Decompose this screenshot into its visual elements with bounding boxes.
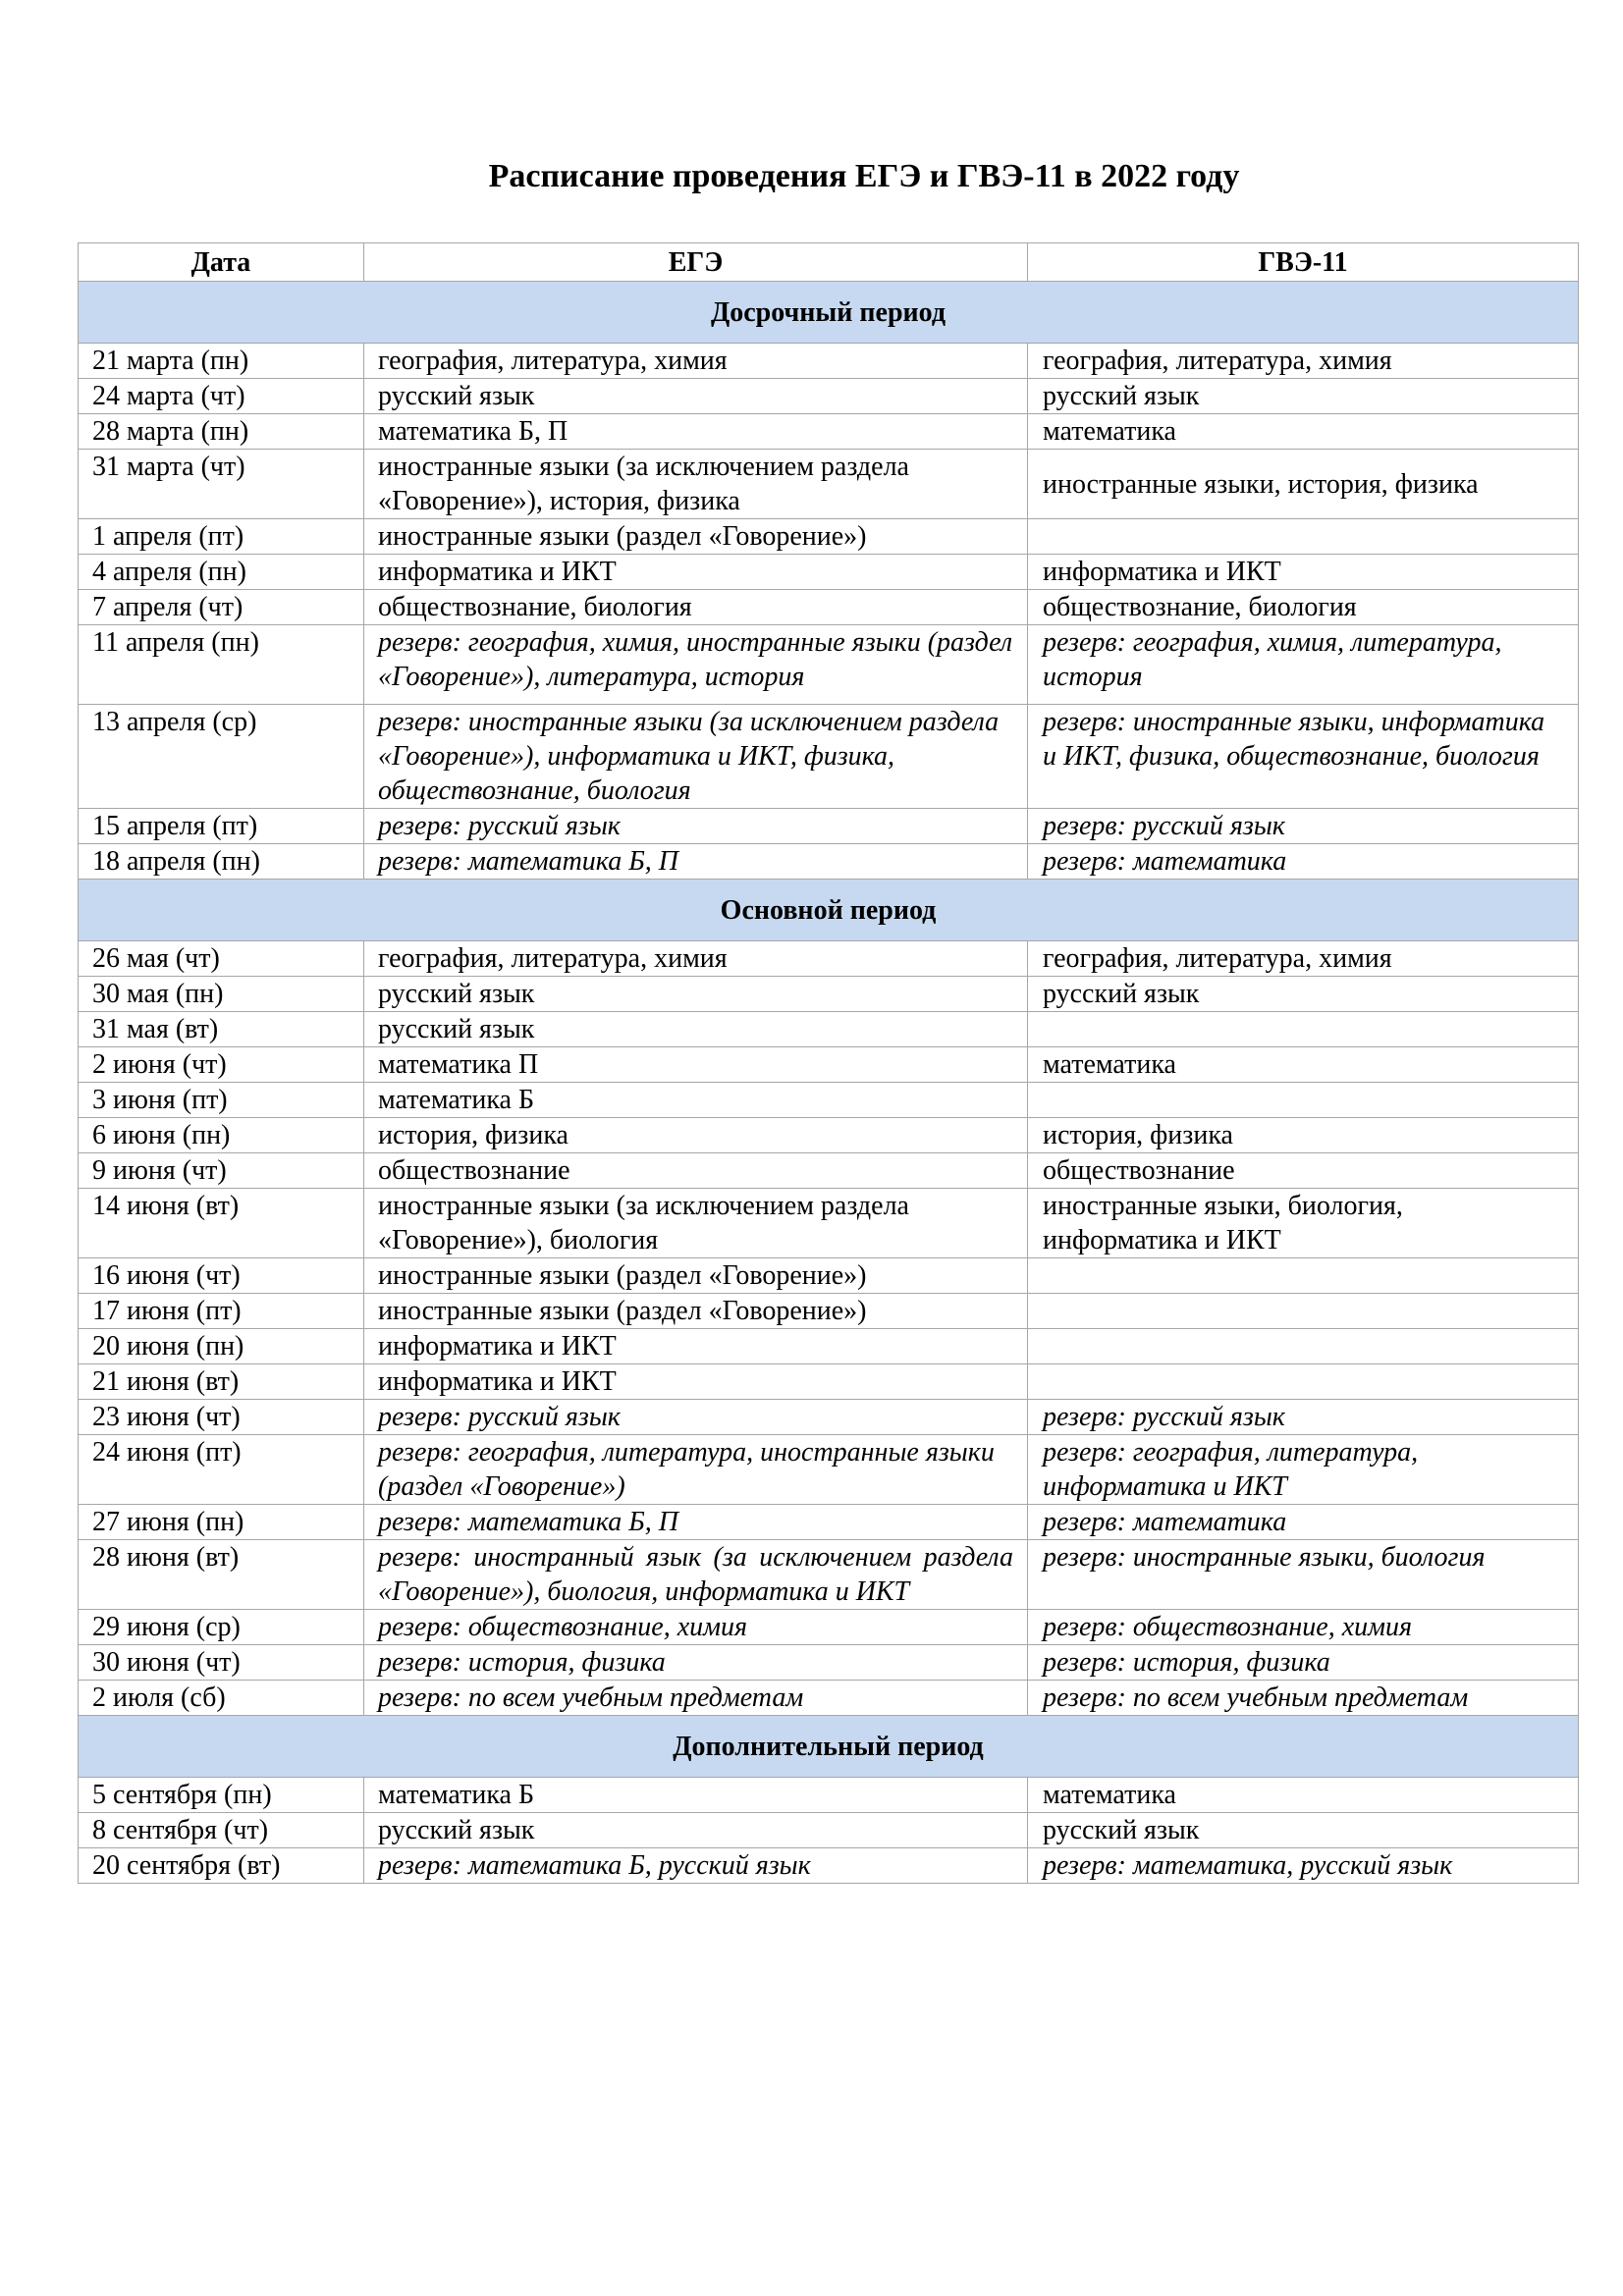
date-cell: 14 июня (вт) xyxy=(79,1189,364,1258)
date-cell: 24 июня (пт) xyxy=(79,1435,364,1505)
gve-cell: резерв: по всем учебным предметам xyxy=(1028,1681,1579,1716)
date-cell: 17 июня (пт) xyxy=(79,1294,364,1329)
table-row xyxy=(79,844,1579,880)
gve-cell: резерв: история, физика xyxy=(1028,1645,1579,1681)
column-header-ege: ЕГЭ xyxy=(364,243,1028,282)
date-cell: 23 июня (чт) xyxy=(79,1400,364,1435)
ege-cell: резерв: история, физика xyxy=(364,1645,1028,1681)
gve-cell xyxy=(1028,1083,1579,1118)
ege-cell: резерв: русский язык xyxy=(364,809,1028,844)
gve-cell: резерв: русский язык xyxy=(1028,809,1579,844)
gve-cell: русский язык xyxy=(1028,379,1579,414)
ege-cell: информатика и ИКТ xyxy=(364,1364,1028,1400)
gve-cell: математика xyxy=(1028,414,1579,450)
table-row xyxy=(79,1435,1579,1505)
section-title: Дополнительный период xyxy=(79,1716,1579,1778)
ege-cell: резерв: иностранные языки (за исключением раздела «Говорение»), информатика и ИКТ, физика, обществознание, биология xyxy=(364,705,1028,809)
ege-cell: резерв: иностранный язык (за исключением раздела «Говорение»), биология, информатика и ИКТ xyxy=(364,1540,1028,1610)
ege-cell: резерв: география, литература, иностранные языки (раздел «Говорение») xyxy=(364,1435,1028,1505)
date-cell: 30 мая (пн) xyxy=(79,977,364,1012)
date-cell: 8 сентября (чт) xyxy=(79,1813,364,1848)
column-header-gve: ГВЭ-11 xyxy=(1028,243,1579,282)
table-row xyxy=(79,1329,1579,1364)
gve-cell: резерв: русский язык xyxy=(1028,1400,1579,1435)
section-row-additional xyxy=(79,1716,1579,1778)
ege-cell: обществознание xyxy=(364,1153,1028,1189)
date-cell: 3 июня (пт) xyxy=(79,1083,364,1118)
table-row xyxy=(79,450,1579,519)
section-row-main xyxy=(79,880,1579,941)
gve-cell: география, литература, химия xyxy=(1028,941,1579,977)
gve-cell: резерв: математика, русский язык xyxy=(1028,1848,1579,1884)
date-cell: 1 апреля (пт) xyxy=(79,519,364,555)
date-cell: 15 апреля (пт) xyxy=(79,809,364,844)
table-row xyxy=(79,1189,1579,1258)
table-row xyxy=(79,1505,1579,1540)
exam-schedule-table xyxy=(78,242,1579,1884)
gve-cell: математика xyxy=(1028,1047,1579,1083)
ege-cell: иностранные языки (раздел «Говорение») xyxy=(364,519,1028,555)
gve-cell: обществознание, биология xyxy=(1028,590,1579,625)
section-row-early xyxy=(79,282,1579,344)
ege-cell: география, литература, химия xyxy=(364,344,1028,379)
table-row xyxy=(79,1258,1579,1294)
table-row xyxy=(79,1645,1579,1681)
ege-cell: резерв: русский язык xyxy=(364,1400,1028,1435)
ege-cell: обществознание, биология xyxy=(364,590,1028,625)
ege-cell: математика Б, П xyxy=(364,414,1028,450)
table-row xyxy=(79,555,1579,590)
table-row xyxy=(79,1540,1579,1610)
ege-cell: математика Б xyxy=(364,1778,1028,1813)
ege-cell: русский язык xyxy=(364,1813,1028,1848)
table-row xyxy=(79,1118,1579,1153)
date-cell: 28 марта (пн) xyxy=(79,414,364,450)
gve-cell xyxy=(1028,519,1579,555)
gve-cell: информатика и ИКТ xyxy=(1028,555,1579,590)
table-row xyxy=(79,705,1579,809)
gve-cell: русский язык xyxy=(1028,1813,1579,1848)
date-cell: 31 мая (вт) xyxy=(79,1012,364,1047)
gve-cell: математика xyxy=(1028,1778,1579,1813)
date-cell: 24 марта (чт) xyxy=(79,379,364,414)
gve-cell xyxy=(1028,1258,1579,1294)
ege-cell: иностранные языки (раздел «Говорение») xyxy=(364,1258,1028,1294)
ege-cell: география, литература, химия xyxy=(364,941,1028,977)
ege-cell: резерв: математика Б, П xyxy=(364,1505,1028,1540)
ege-cell: информатика и ИКТ xyxy=(364,1329,1028,1364)
ege-cell: русский язык xyxy=(364,1012,1028,1047)
section-title: Основной период xyxy=(79,880,1579,941)
gve-cell: резерв: математика xyxy=(1028,1505,1579,1540)
date-cell: 28 июня (вт) xyxy=(79,1540,364,1610)
ege-cell: русский язык xyxy=(364,379,1028,414)
gve-cell: резерв: география, литература, информатика и ИКТ xyxy=(1028,1435,1579,1505)
ege-cell: русский язык xyxy=(364,977,1028,1012)
date-cell: 6 июня (пн) xyxy=(79,1118,364,1153)
table-row xyxy=(79,1047,1579,1083)
ege-cell: резерв: математика Б, П xyxy=(364,844,1028,880)
date-cell: 26 мая (чт) xyxy=(79,941,364,977)
ege-cell: резерв: по всем учебным предметам xyxy=(364,1681,1028,1716)
date-cell: 9 июня (чт) xyxy=(79,1153,364,1189)
date-cell: 16 июня (чт) xyxy=(79,1258,364,1294)
section-title: Досрочный период xyxy=(79,282,1579,344)
table-row xyxy=(79,1364,1579,1400)
ege-cell: резерв: математика Б, русский язык xyxy=(364,1848,1028,1884)
gve-cell xyxy=(1028,1294,1579,1329)
gve-cell xyxy=(1028,1329,1579,1364)
table-row xyxy=(79,809,1579,844)
ege-cell: резерв: обществознание, химия xyxy=(364,1610,1028,1645)
table-row xyxy=(79,1400,1579,1435)
table-row xyxy=(79,941,1579,977)
date-cell: 31 марта (чт) xyxy=(79,450,364,519)
table-row xyxy=(79,1083,1579,1118)
gve-cell xyxy=(1028,1364,1579,1400)
gve-cell: история, физика xyxy=(1028,1118,1579,1153)
table-row xyxy=(79,1153,1579,1189)
gve-cell: резерв: иностранные языки, биология xyxy=(1028,1540,1579,1610)
ege-cell: информатика и ИКТ xyxy=(364,555,1028,590)
gve-cell: география, литература, химия xyxy=(1028,344,1579,379)
table-row xyxy=(79,379,1579,414)
gve-cell: резерв: обществознание, химия xyxy=(1028,1610,1579,1645)
date-cell: 20 июня (пн) xyxy=(79,1329,364,1364)
table-row xyxy=(79,977,1579,1012)
date-cell: 11 апреля (пн) xyxy=(79,625,364,705)
gve-cell: иностранные языки, история, физика xyxy=(1028,450,1579,519)
table-row xyxy=(79,590,1579,625)
table-row xyxy=(79,1294,1579,1329)
date-cell: 18 апреля (пн) xyxy=(79,844,364,880)
gve-cell: резерв: география, химия, литература, история xyxy=(1028,625,1579,705)
gve-cell: обществознание xyxy=(1028,1153,1579,1189)
table-row xyxy=(79,625,1579,705)
table-row xyxy=(79,1610,1579,1645)
date-cell: 13 апреля (ср) xyxy=(79,705,364,809)
date-cell: 27 июня (пн) xyxy=(79,1505,364,1540)
date-cell: 21 июня (вт) xyxy=(79,1364,364,1400)
gve-cell: резерв: математика xyxy=(1028,844,1579,880)
gve-cell: резерв: иностранные языки, информатика и ИКТ, физика, обществознание, биология xyxy=(1028,705,1579,809)
table-row xyxy=(79,414,1579,450)
ege-cell: математика Б xyxy=(364,1083,1028,1118)
ege-cell: математика П xyxy=(364,1047,1028,1083)
ege-cell: история, физика xyxy=(364,1118,1028,1153)
date-cell: 2 июня (чт) xyxy=(79,1047,364,1083)
ege-cell: иностранные языки (за исключением раздела «Говорение»), биология xyxy=(364,1189,1028,1258)
gve-cell: иностранные языки, биология, информатика и ИКТ xyxy=(1028,1189,1579,1258)
date-cell: 5 сентября (пн) xyxy=(79,1778,364,1813)
table-row xyxy=(79,1012,1579,1047)
table-row xyxy=(79,1681,1579,1716)
table-row xyxy=(79,344,1579,379)
gve-cell xyxy=(1028,1012,1579,1047)
table-row xyxy=(79,519,1579,555)
date-cell: 29 июня (ср) xyxy=(79,1610,364,1645)
column-header-date: Дата xyxy=(79,243,364,282)
date-cell: 7 апреля (чт) xyxy=(79,590,364,625)
date-cell: 30 июня (чт) xyxy=(79,1645,364,1681)
table-row xyxy=(79,1778,1579,1813)
table-row xyxy=(79,1813,1579,1848)
gve-cell: русский язык xyxy=(1028,977,1579,1012)
ege-cell: иностранные языки (раздел «Говорение») xyxy=(364,1294,1028,1329)
table-row xyxy=(79,1848,1579,1884)
date-cell: 20 сентября (вт) xyxy=(79,1848,364,1884)
ege-cell: иностранные языки (за исключением раздела «Говорение»), история, физика xyxy=(364,450,1028,519)
ege-cell: резерв: география, химия, иностранные языки (раздел «Говорение»), литература, история xyxy=(364,625,1028,705)
page-title: Расписание проведения ЕГЭ и ГВЭ-11 в 2022 году xyxy=(488,158,1240,194)
date-cell: 2 июля (сб) xyxy=(79,1681,364,1716)
date-cell: 4 апреля (пн) xyxy=(79,555,364,590)
header-row xyxy=(79,243,1579,282)
date-cell: 21 марта (пн) xyxy=(79,344,364,379)
